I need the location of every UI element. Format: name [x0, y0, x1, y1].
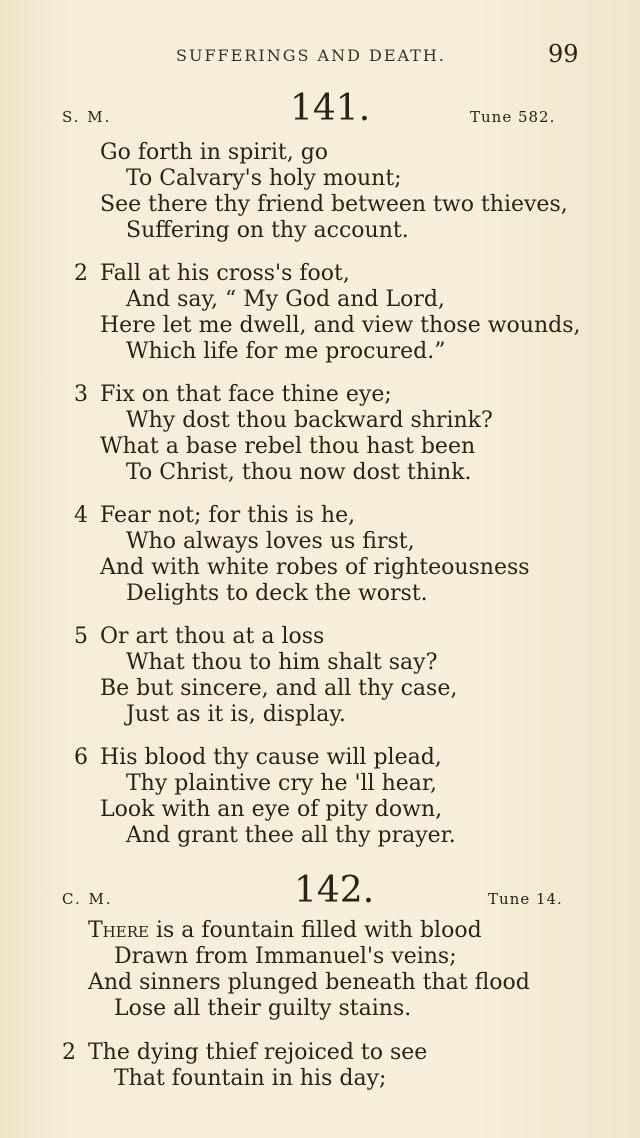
- page-number: 99: [548, 40, 579, 68]
- hymn-142-verse-1-line-1-rest: is a fountain filled with blood: [148, 918, 482, 943]
- hymn-141-verse-1-line-3: See there thy friend between two thieves,: [100, 192, 568, 217]
- hymn-141-verse-2-line-2: And say, “ My God and Lord,: [126, 287, 445, 312]
- hymn-141-verse-3-number: 3: [74, 382, 88, 407]
- hymn-141-verse-1-line-2: To Calvary's holy mount;: [126, 166, 402, 191]
- hymn-142-tune: Tune 14.: [488, 890, 563, 908]
- hymn-141-verse-2-line-4: Which life for me procured.”: [126, 339, 446, 364]
- hymn-141-meter: S. M.: [62, 108, 112, 126]
- hymn-142-verse-1-line-3: And sinners plunged beneath that flood: [88, 970, 530, 995]
- hymn-141-verse-4-number: 4: [74, 503, 88, 528]
- hymn-142-verse-1-line-2: Drawn from Immanuel's veins;: [114, 944, 457, 969]
- hymn-142-first-word: There: [88, 918, 149, 943]
- running-title: SUFFERINGS AND DEATH.: [176, 46, 446, 65]
- hymn-142-verse-2-number: 2: [62, 1040, 76, 1065]
- hymn-141-number: 141.: [290, 88, 371, 129]
- hymn-141-verse-6-line-4: And grant thee all thy prayer.: [126, 823, 456, 848]
- hymn-142-verse-1-line-1: [88, 918, 482, 943]
- hymn-142-number: 142.: [294, 870, 375, 911]
- hymn-141-verse-4-line-4: Delights to deck the worst.: [126, 581, 428, 606]
- hymn-141-verse-6-line-1: His blood thy cause will plead,: [100, 745, 442, 770]
- hymn-141-verse-2-number: 2: [74, 261, 88, 286]
- hymn-141-verse-4-line-3: And with white robes of righteousness: [100, 555, 530, 580]
- hymn-142-meter: C. M.: [62, 890, 113, 908]
- hymn-141-verse-3-line-3: What a base rebel thou hast been: [100, 434, 476, 459]
- hymn-141-verse-6-line-2: Thy plaintive cry he 'll hear,: [126, 771, 437, 796]
- hymn-141-verse-3-line-2: Why dost thou backward shrink?: [126, 408, 493, 433]
- hymn-141-verse-5-number: 5: [74, 624, 88, 649]
- hymn-141-verse-4-line-2: Who always loves us first,: [126, 529, 415, 554]
- hymn-142-verse-2-line-2: That fountain in his day;: [114, 1066, 387, 1091]
- hymn-141-verse-6-number: 6: [74, 745, 88, 770]
- hymn-141-verse-5-line-1: Or art thou at a loss: [100, 624, 325, 649]
- hymn-142-verse-1-line-4: Lose all their guilty stains.: [114, 996, 412, 1021]
- hymn-141-verse-1-line-4: Suffering on thy account.: [126, 218, 409, 243]
- hymn-141-verse-5-line-4: Just as it is, display.: [126, 702, 346, 727]
- hymn-141-tune: Tune 582.: [470, 108, 556, 126]
- hymn-141-verse-4-line-1: Fear not; for this is he,: [100, 503, 356, 528]
- hymn-141-verse-3-line-4: To Christ, thou now dost think.: [126, 460, 472, 485]
- hymn-141-verse-2-line-3: Here let me dwell, and view those wounds,: [100, 313, 581, 338]
- hymn-141-verse-1-line-1: Go forth in spirit, go: [100, 140, 329, 165]
- hymn-141-verse-3-line-1: Fix on that face thine eye;: [100, 382, 392, 407]
- hymn-141-verse-5-line-2: What thou to him shalt say?: [126, 650, 438, 675]
- hymn-141-verse-2-line-1: Fall at his cross's foot,: [100, 261, 350, 286]
- hymn-141-verse-5-line-3: Be but sincere, and all thy case,: [100, 676, 458, 701]
- hymn-141-verse-6-line-3: Look with an eye of pity down,: [100, 797, 443, 822]
- hymn-142-verse-2-line-1: The dying thief rejoiced to see: [88, 1040, 428, 1065]
